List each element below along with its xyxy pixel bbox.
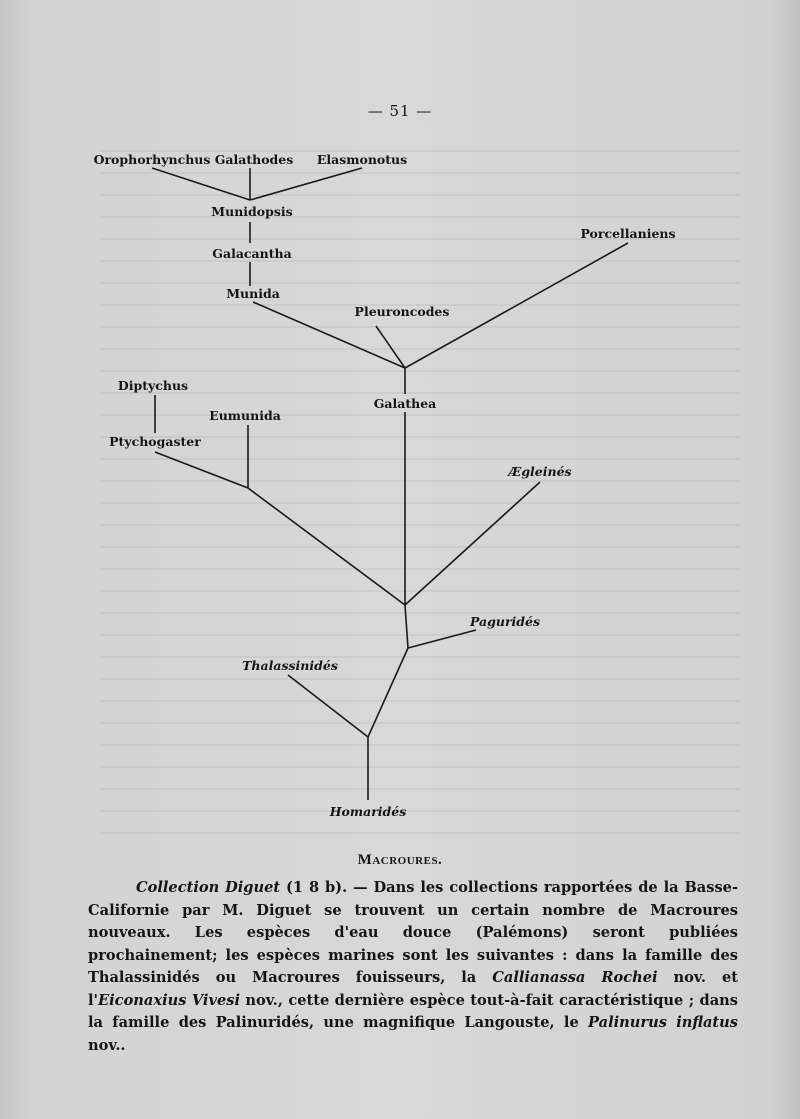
- node-porcellaniens: Porcellaniens: [580, 226, 676, 241]
- collection-title: Collection Diguet: [136, 879, 281, 896]
- figure-caption: Macroures.: [357, 852, 443, 868]
- branch-elasmonotus: [250, 168, 362, 200]
- node-aegleines: Ægleinés: [508, 464, 572, 479]
- node-orophorhynchus: Orophorhynchus: [93, 152, 211, 167]
- node-elasmonotus: Elasmonotus: [316, 152, 408, 167]
- paragraph-text-2: nov. et l': [88, 969, 738, 1009]
- branch-galathoid-node: [248, 488, 405, 605]
- node-pagurides: Paguridés: [469, 614, 541, 629]
- node-diptychus: Diptychus: [117, 378, 189, 393]
- collection-ref: (1 8 b). —: [280, 879, 374, 896]
- node-galathodes: Galathodes: [214, 152, 294, 167]
- branch-anomura-node: [405, 605, 408, 648]
- body-paragraph: [88, 877, 738, 1057]
- branch-anomura-stem: [368, 648, 408, 737]
- node-munida: Munida: [226, 286, 280, 301]
- node-thalassinides: Thalassinidés: [242, 658, 338, 673]
- branch-pagurides: [408, 630, 476, 648]
- species-eiconaxius: Eiconaxius Vivesi: [98, 991, 240, 1009]
- node-ptychogaster: Ptychogaster: [109, 434, 201, 449]
- node-galathea: Galathea: [373, 396, 437, 411]
- node-eumunida: Eumunida: [209, 408, 281, 423]
- node-galacantha: Galacantha: [212, 246, 292, 261]
- species-palinurus: Palinurus inflatus: [588, 1014, 738, 1031]
- paragraph-text-3: nov., cette dernière espèce tout-à-fait caractéristique ; dans la famille des Palinuridés, une magnifique Langouste, le: [88, 991, 739, 1031]
- species-callianassa: Callianassa Rochei: [492, 969, 658, 986]
- paragraph-text-4: nov..: [88, 1036, 126, 1054]
- branch-aegleines: [405, 482, 540, 605]
- node-homarides: Homaridés: [329, 804, 407, 819]
- node-pleuroncodes: Pleuroncodes: [354, 304, 450, 319]
- branch-orophorhynchus: [152, 168, 250, 200]
- node-munidopsis: Munidopsis: [211, 204, 293, 219]
- paragraph-text-1: Dans les collections rapportées de la Basse-Californie par M. Diguet se trouvent un certain nombre de Macroures nouveaux. Les espèces d'eau douce (Palémons) seront publiées prochainement; les espèces marines sont les suivantes : dans la famille des Thalassinidés ou Macroures fouisseurs, la: [88, 879, 739, 986]
- page-number: — 51 —: [367, 102, 433, 120]
- branch-thalassinides: [288, 675, 368, 737]
- branch-ptychogaster: [155, 452, 248, 488]
